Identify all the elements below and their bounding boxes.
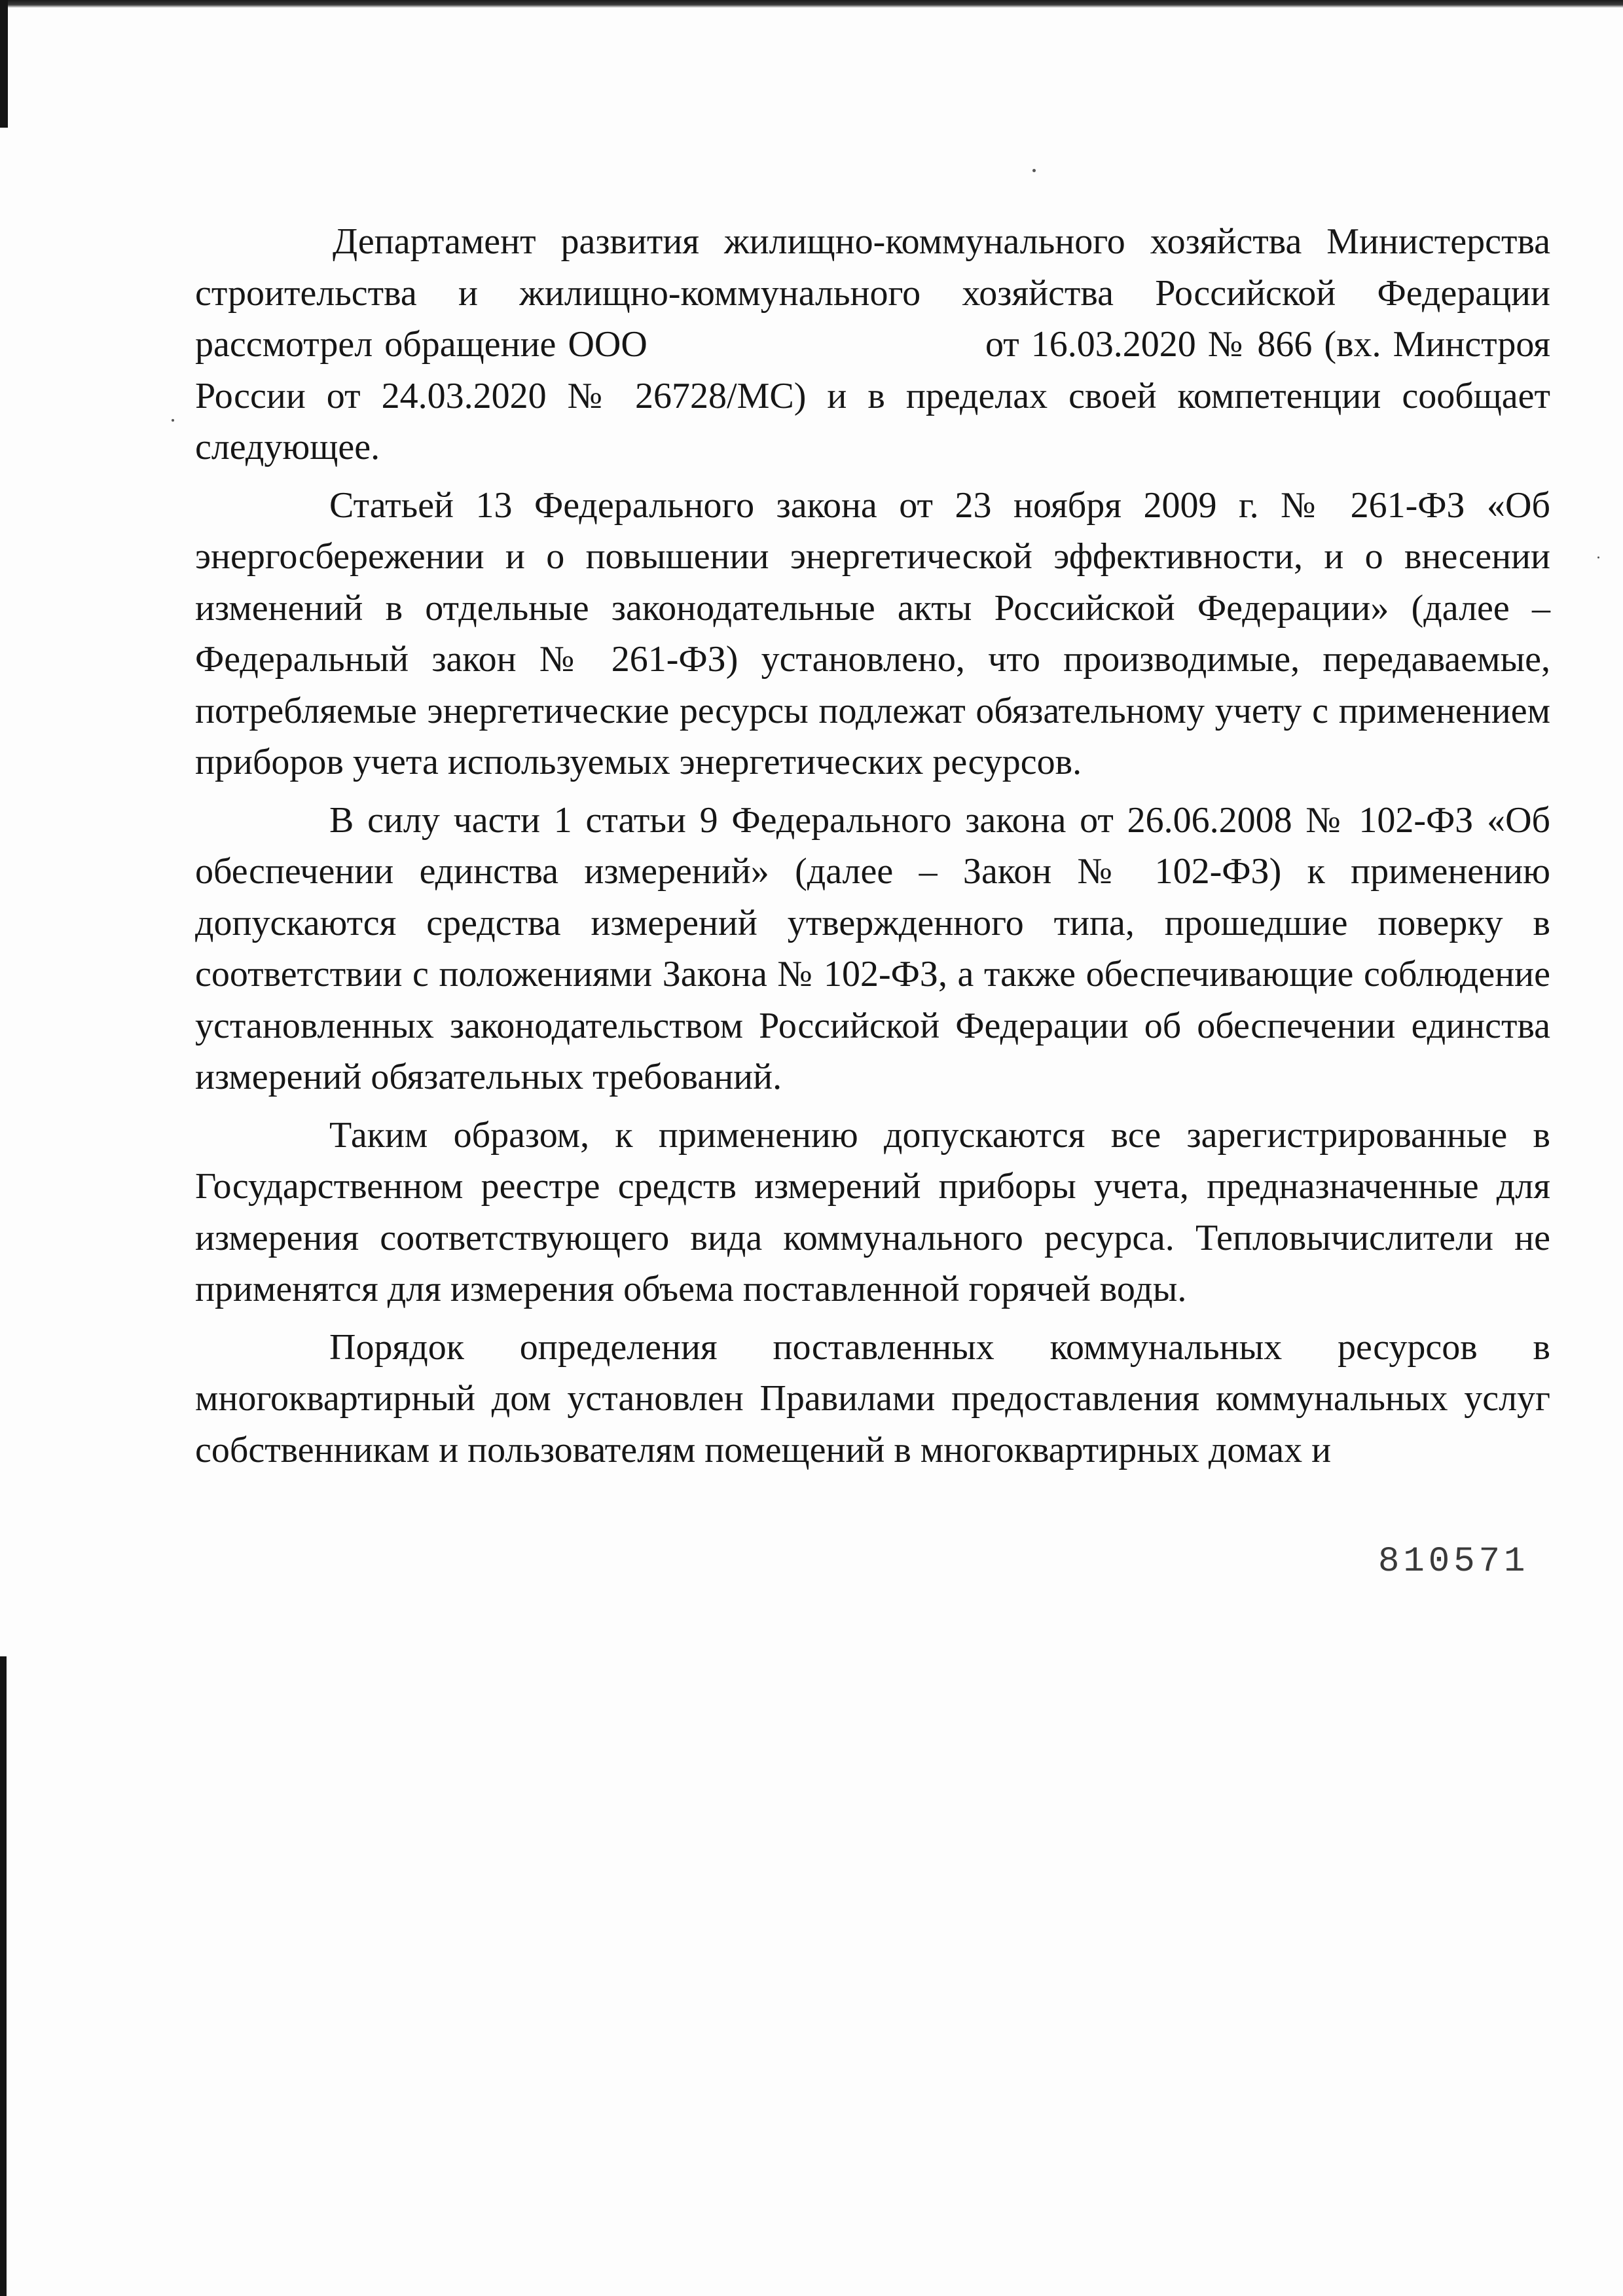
- paragraph-4: Таким образом, к применению допускаются все зарегистрированные в Государственном реестре средств измерений приборы учета, предназначенные для измерения соответствующего вида коммунального ресурса. Тепловычислители не применятся для измерения объема поставленной горячей воды.: [195, 1114, 1550, 1309]
- scan-border-left-lower: [0, 1656, 7, 2296]
- paragraph-3: В силу части 1 статьи 9 Федерального закона от 26.06.2008 № 102-ФЗ «Об обеспечении единства измерений» (далее – Закон № 102-ФЗ) к применению допускаются средства измерений утвержденного типа, прошедшие поверку в соответствии с положениями Закона № 102-ФЗ, а также обеспечивающие соблюдение установленных законодательством Российской Федерации об обеспечении единства измерений обязательных требований.: [195, 799, 1550, 1097]
- page-code: 810571: [1378, 1542, 1529, 1582]
- scan-border-top: [0, 0, 1623, 8]
- letter-body: [195, 216, 1550, 1482]
- paragraph-1: [195, 216, 1550, 473]
- paragraph-2: Статьей 13 Федерального закона от 23 ноября 2009 г. № 261-ФЗ «Об энергосбережении и о повышении энергетической эффективности, и о внесении изменений в отдельные законодательные акты Российской Федерации» (далее – Федеральный закон № 261-ФЗ) установлено, что производимые, передаваемые, потребляемые энергетические ресурсы подлежат обязательному учету с применением приборов учета используемых энергетических ресурсов.: [195, 484, 1550, 782]
- scan-border-left-upper: [0, 0, 8, 128]
- redacted-company-name: [659, 355, 974, 356]
- paragraph-1-before: Департамент развития жилищно-коммунального хозяйства Министерства строительства и жилищно-коммунального хозяйства Российской Федерации рассмотрел обращение ООО: [195, 221, 1550, 365]
- paragraph-1-after: от 16.03.2020 № 866 (вх. Минстроя России от 24.03.2020 № 26728/МС) и в пределах своей компетенции сообщает следующее.: [195, 324, 1551, 467]
- scan-speck: [1597, 556, 1599, 558]
- scan-speck: [1032, 169, 1036, 172]
- scan-speck: [172, 419, 174, 422]
- paragraph-5: Порядок определения поставленных коммунальных ресурсов в многоквартирный дом установлен Правилами предоставления коммунальных услуг собственникам и пользователям помещений в многоквартирных домах и: [195, 1326, 1550, 1470]
